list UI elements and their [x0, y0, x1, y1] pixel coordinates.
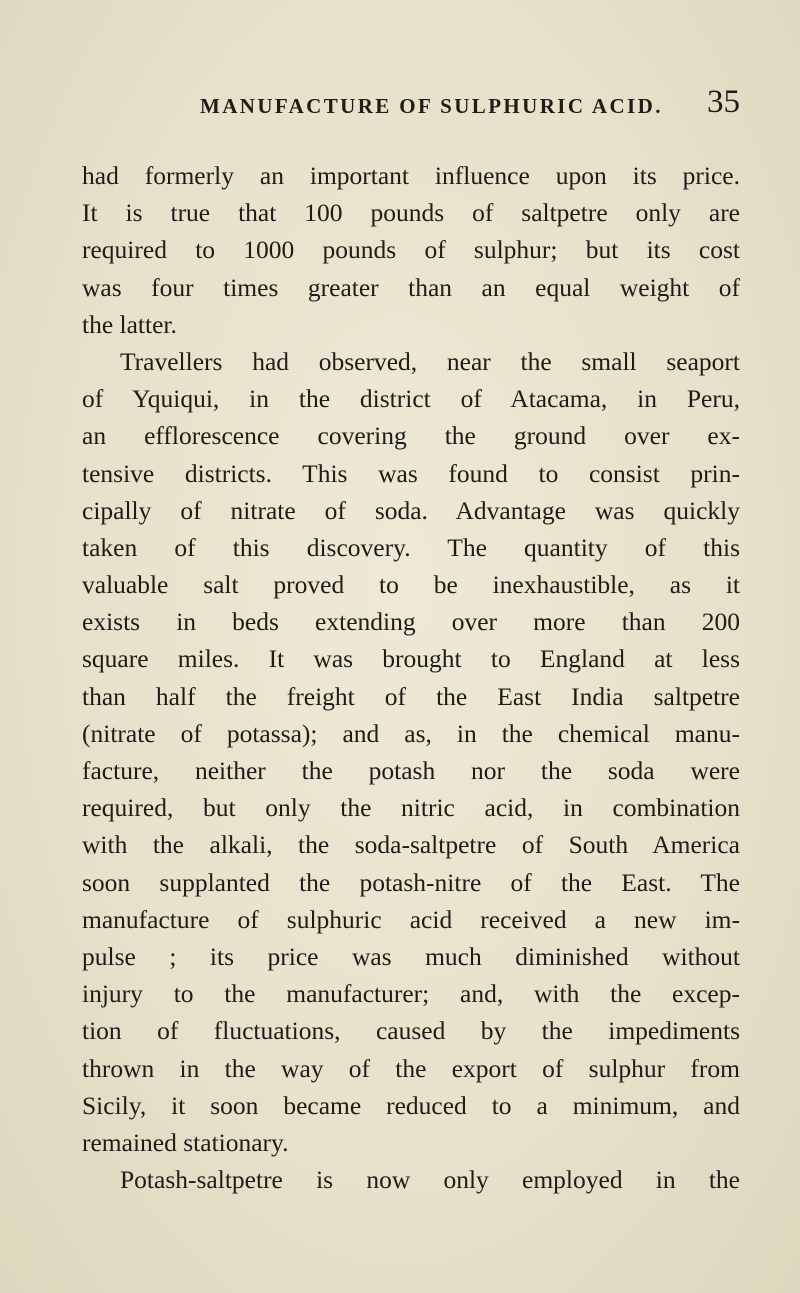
text-line: Travellers had observed, near the small seaport [120, 346, 740, 376]
text-line: cipally of nitrate of soda. Advantage was quickly [82, 495, 740, 525]
text-line: required, but only the nitric acid, in combination [82, 793, 740, 823]
text-line: It is true that 100 pounds of saltpetre only are [82, 198, 740, 228]
text-line: manufacture of sulphuric acid received a new im- [82, 904, 740, 934]
text-line: soon supplanted the potash-nitre of the East. The [82, 867, 740, 897]
text-line: the latter. [82, 309, 177, 339]
text-line: Sicily, it soon became reduced to a minimum, and [82, 1090, 740, 1120]
text-line: had formerly an important influence upon its price. [82, 161, 740, 190]
text-line: was four times greater than an equal weight of [82, 272, 740, 302]
page-number: 35 [707, 84, 740, 120]
body-text [82, 157, 740, 1198]
text-line: of Yquiqui, in the district of Atacama, in Peru, [82, 384, 740, 414]
running-head: MANUFACTURE OF SULPHURIC ACID. [200, 94, 663, 118]
text-line: required to 1000 pounds of sulphur; but its cost [82, 235, 740, 265]
text-line: Potash-saltpetre is now only employed in the [120, 1165, 740, 1195]
text-line: tion of fluctuations, caused by the impediments [82, 1016, 740, 1046]
text-line: remained stationary. [82, 1127, 289, 1157]
text-line: (nitrate of potassa); and as, in the chemical manu- [82, 718, 740, 748]
text-line: exists in beds extending over more than 200 [82, 607, 740, 637]
text-line: than half the freight of the East India saltpetre [82, 681, 740, 711]
text-line: tensive districts. This was found to consist prin- [82, 458, 740, 488]
page-header [82, 84, 740, 130]
text-line: thrown in the way of the export of sulphur from [82, 1053, 740, 1083]
text-line: facture, neither the potash nor the soda were [82, 756, 740, 785]
text-line: square miles. It was brought to England at less [82, 644, 740, 674]
text-line: valuable salt proved to be inexhaustible, as it [82, 570, 740, 600]
text-line: pulse ; its price was much diminished without [82, 941, 740, 971]
text-line: taken of this discovery. The quantity of this [82, 532, 740, 562]
text-line: injury to the manufacturer; and, with the excep- [82, 979, 740, 1009]
text-line: with the alkali, the soda-saltpetre of South America [82, 830, 740, 860]
text-line: an efflorescence covering the ground over ex- [82, 421, 740, 451]
